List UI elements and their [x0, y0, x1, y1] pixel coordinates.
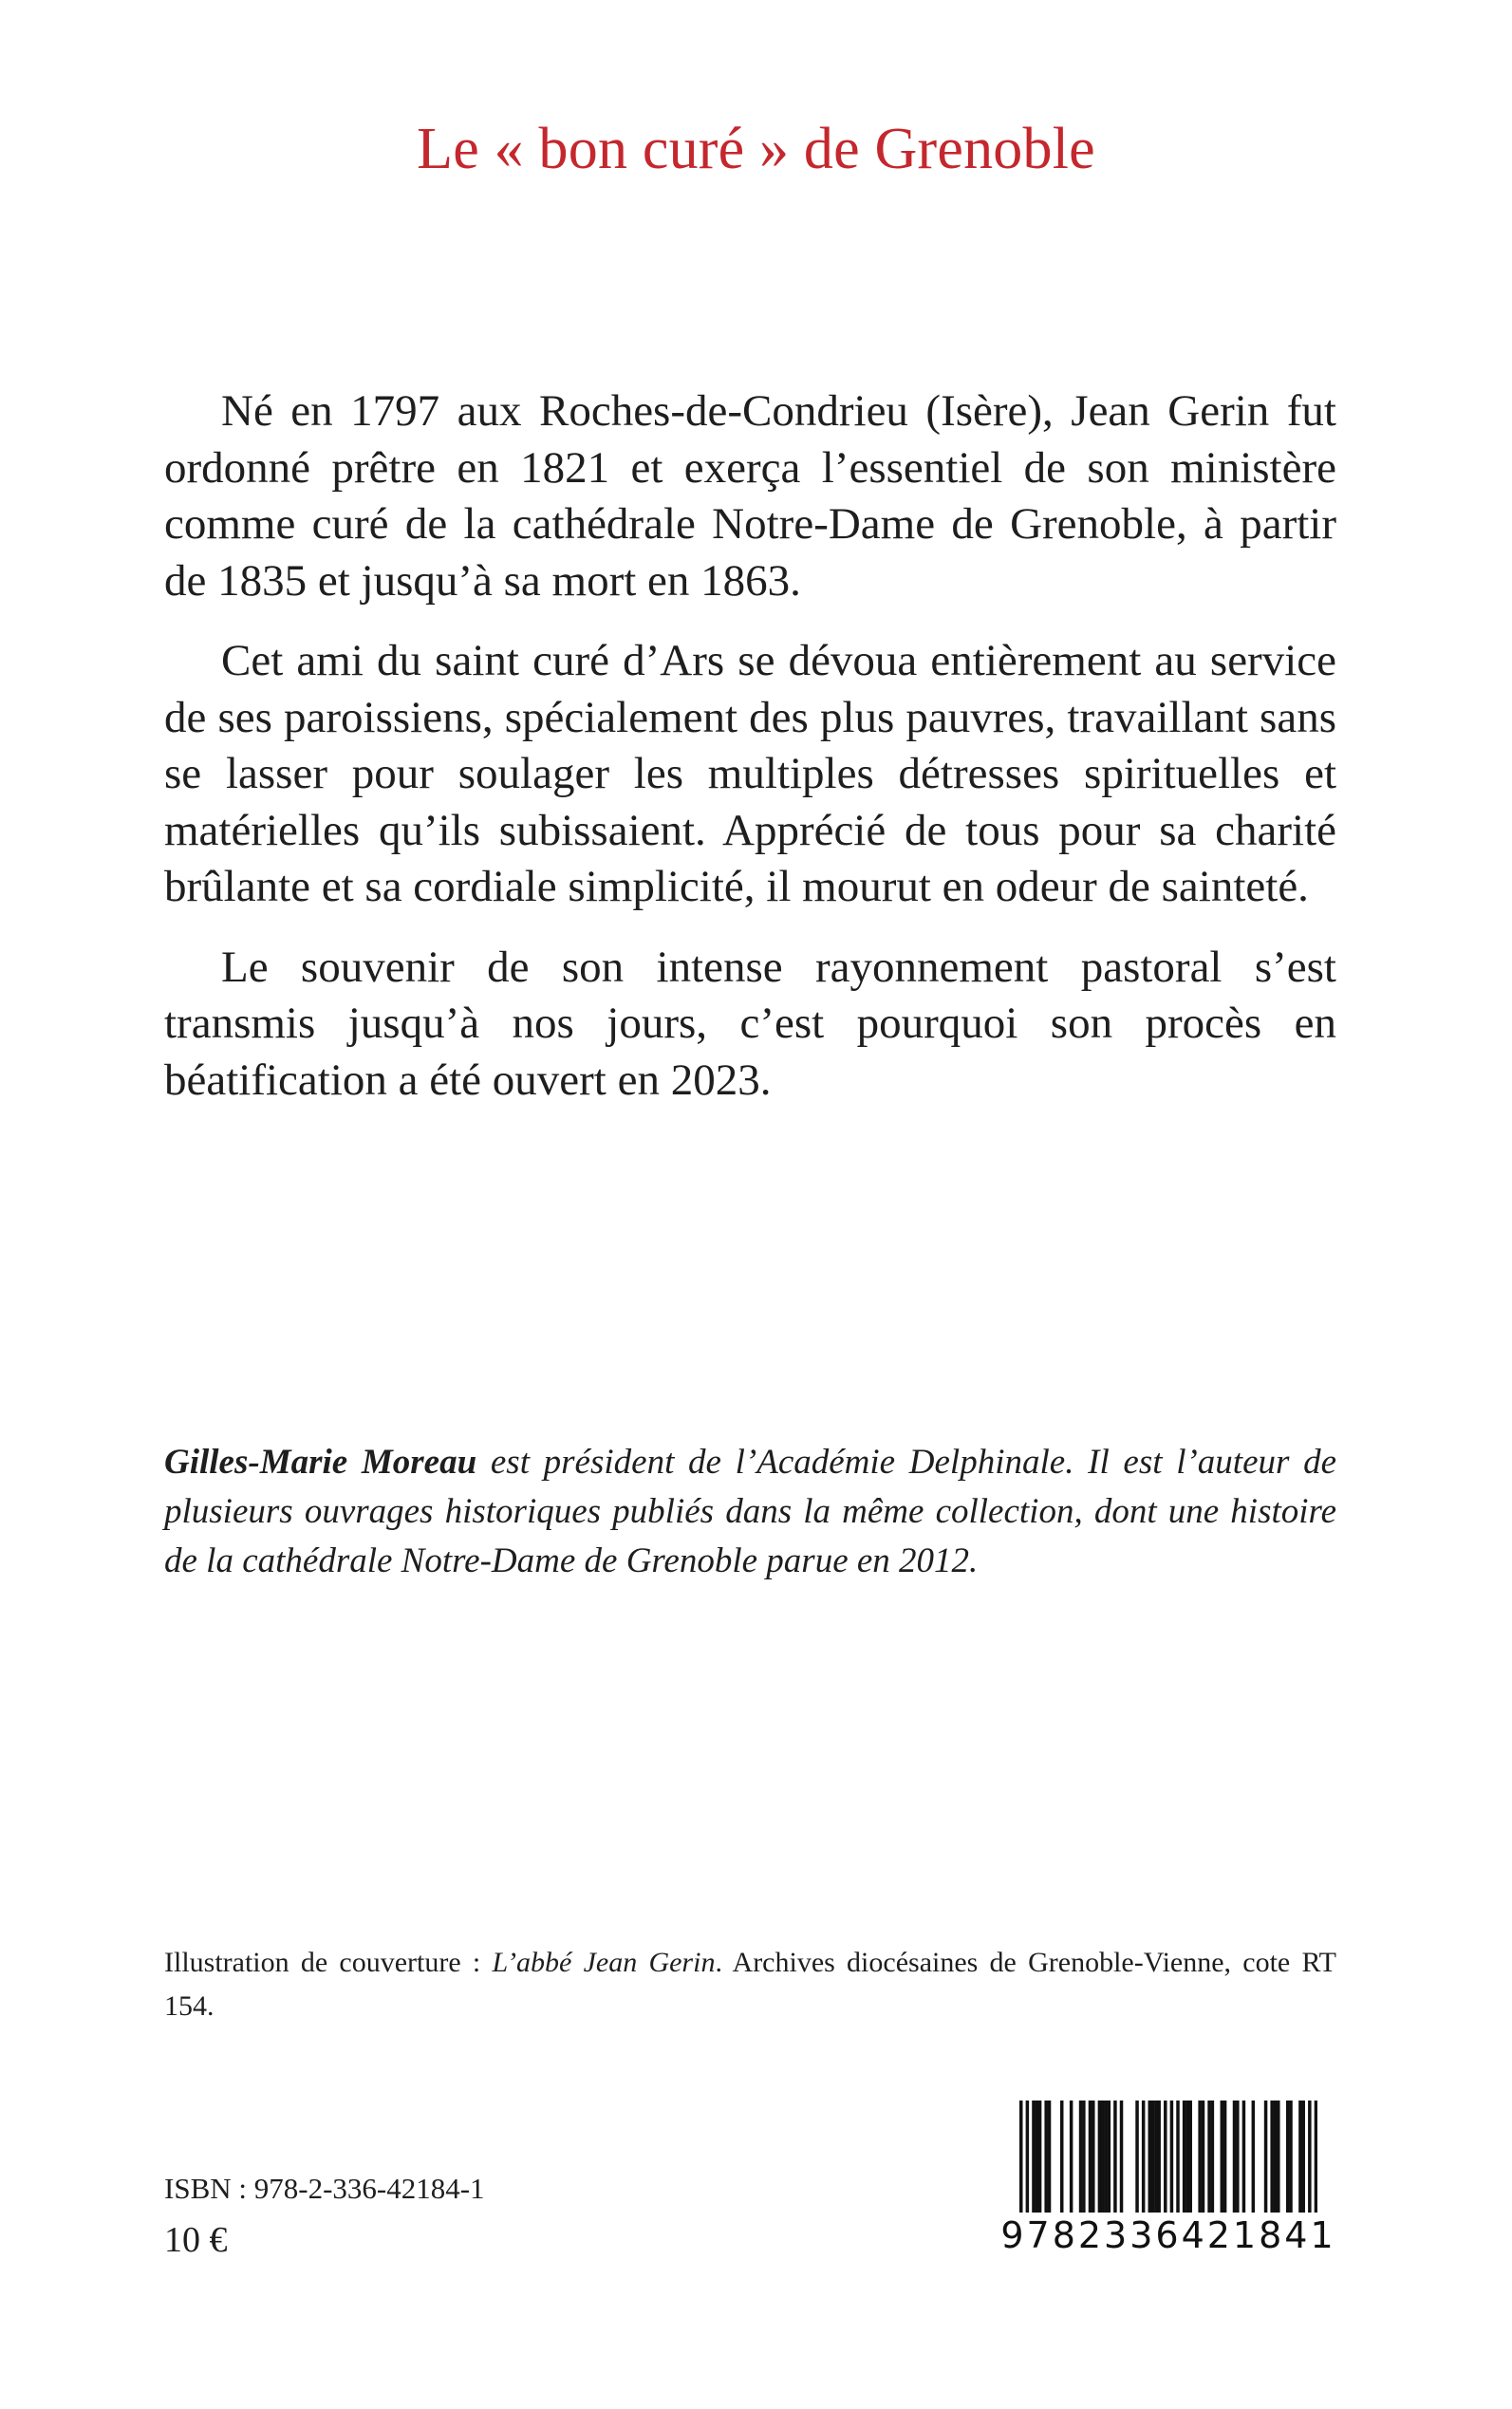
- barcode-bar: [1211, 2101, 1215, 2213]
- barcode-bar: [1082, 2101, 1086, 2213]
- barcode-bar: [1315, 2101, 1317, 2213]
- barcode-bar: [1188, 2101, 1192, 2213]
- barcode-bar: [1038, 2101, 1042, 2213]
- barcode-bar: [1089, 2101, 1092, 2213]
- barcode-bar: [1270, 2101, 1274, 2213]
- illustration-source: . Archives diocésaines de Grenoble-Vienne, cote RT 154.: [164, 1947, 1337, 2022]
- barcode-bar: [1044, 2101, 1048, 2213]
- price: 10 €: [164, 2220, 228, 2260]
- barcode-bar: [1301, 2101, 1305, 2213]
- barcode-bar: [1079, 2101, 1083, 2213]
- barcode-bar: [1298, 2101, 1302, 2213]
- barcode-bars: [1019, 2101, 1317, 2213]
- barcode-bar: [1101, 2101, 1105, 2213]
- summary-paragraph: Né en 1797 aux Roches-de-Condrieu (Isère), Jean Gerin fut ordonné prêtre en 1821 et exerça l’essentiel de son ministère comme curé de la cathédrale Notre-Dame de Grenoble, à partir de 1835 et jusqu’à sa mort en 1863.: [164, 386, 1336, 606]
- barcode-bar: [1185, 2101, 1189, 2213]
- barcode-bar: [1221, 2101, 1224, 2213]
- barcode-bar: [1032, 2101, 1036, 2213]
- barcode-bar: [1098, 2101, 1102, 2213]
- isbn: ISBN : 978-2-336-42184-1: [164, 2172, 485, 2205]
- barcode-bar: [1151, 2101, 1155, 2213]
- barcode: [999, 2096, 1338, 2268]
- barcode-bar: [1060, 2101, 1064, 2213]
- barcode-bar: [1070, 2101, 1073, 2213]
- barcode-bar: [1092, 2101, 1095, 2213]
- barcode-bar: [1048, 2101, 1052, 2213]
- back-cover-summary: [164, 383, 1336, 1132]
- barcode-bar: [1264, 2101, 1268, 2213]
- summary-paragraph: Cet ami du saint curé d’Ars se dévoua entièrement au service de ses paroissiens, spécialement des plus pauvres, travaillant sans se lasser pour soulager les multiples détresses spirituelles et matérielles qu’ils subissaient. Apprécié de tous pour sa charité brûlante et sa cordiale simplicité, il mourut en odeur de sainteté.: [164, 636, 1336, 911]
- illustration-prefix: Illustration de couverture :: [164, 1947, 493, 1978]
- cover-illustration-credit: [164, 1941, 1336, 2028]
- barcode-bar: [1252, 2101, 1256, 2213]
- book-title: Le « bon curé » de Grenoble: [417, 117, 1095, 181]
- barcode-bar: [1286, 2101, 1290, 2213]
- barcode-bar: [1183, 2101, 1186, 2213]
- author-bio: [164, 1438, 1336, 1586]
- barcode-bar: [1223, 2101, 1227, 2213]
- barcode-digits: 9782336421841: [1000, 2214, 1336, 2256]
- barcode-bar: [1207, 2101, 1211, 2213]
- barcode-bar: [1274, 2101, 1278, 2213]
- barcode-bar: [1148, 2101, 1152, 2213]
- author-name: Gilles-Marie Moreau: [164, 1443, 477, 1482]
- barcode-bar: [1019, 2101, 1023, 2213]
- barcode-bar: [1108, 2101, 1111, 2213]
- barcode-bar: [1026, 2101, 1030, 2213]
- barcode-bar: [1236, 2101, 1240, 2213]
- barcode-bar: [1135, 2101, 1139, 2213]
- barcode-bar: [1036, 2101, 1039, 2213]
- barcode-bar: [1154, 2101, 1158, 2213]
- barcode-bar: [1164, 2101, 1167, 2213]
- barcode-bar: [1202, 2101, 1205, 2213]
- barcode-bar: [1242, 2101, 1246, 2213]
- author-bio-text: est président de l’Académie Delphinale. Il est l’auteur de plusieurs ouvrages historiques publiés dans la même collection, dont une histoire de la cathédrale Notre-Dame de Grenoble parue en 2012.: [164, 1443, 1336, 1580]
- barcode-bar: [1176, 2101, 1180, 2213]
- barcode-bar: [1233, 2101, 1237, 2213]
- barcode-bar: [1308, 2101, 1312, 2213]
- illustration-work: L’abbé Jean Gerin: [492, 1947, 716, 1978]
- summary-paragraph: Le souvenir de son intense rayonnement pastoral s’est transmis jusqu’à nos jours, c’est pourquoi son procès en béatification a été ouvert en 2023.: [164, 942, 1336, 1105]
- barcode-bar: [1142, 2101, 1146, 2213]
- barcode-bar: [1170, 2101, 1174, 2213]
- barcode-bar: [1104, 2101, 1108, 2213]
- barcode-bar: [1277, 2101, 1280, 2213]
- barcode-bar: [1198, 2101, 1202, 2213]
- barcode-bar: [1157, 2101, 1161, 2213]
- barcode-bar: [1120, 2101, 1124, 2213]
- barcode-bar: [1289, 2101, 1293, 2213]
- barcode-bar: [1113, 2101, 1117, 2213]
